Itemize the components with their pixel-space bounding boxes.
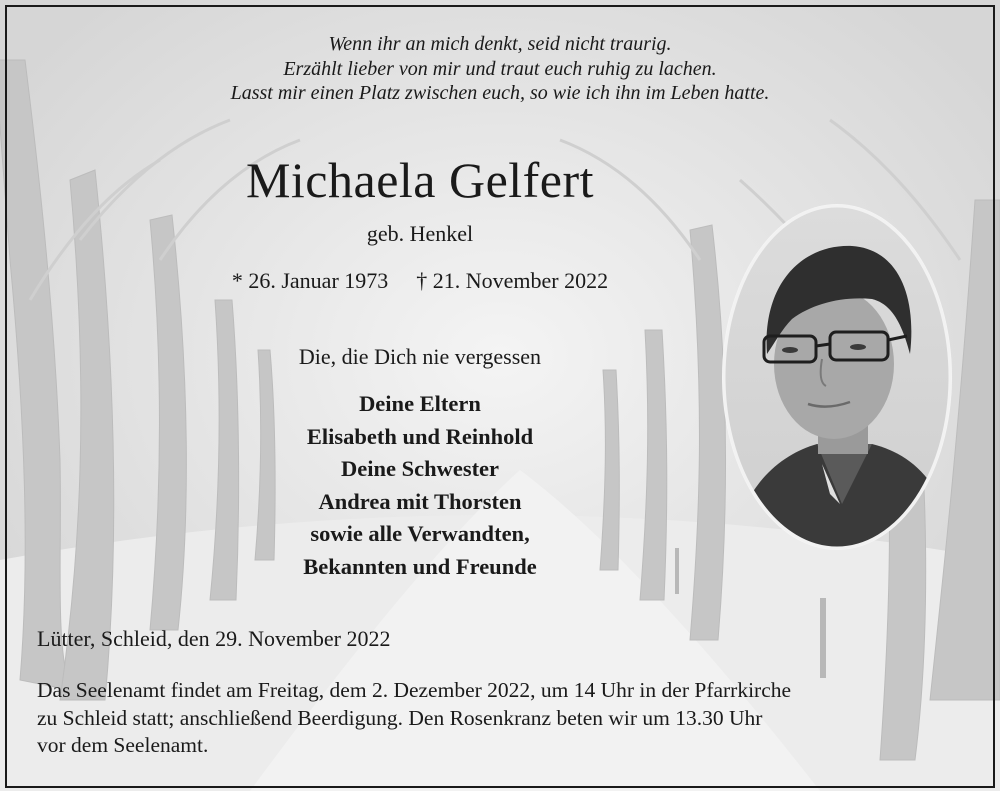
mourners-list: [170, 388, 670, 583]
service-notice: [37, 677, 972, 760]
mourner-line: Deine Schwester: [340, 456, 500, 481]
maiden-name: geb. Henkel: [366, 221, 474, 246]
notice-line: Das Seelenamt findet am Freitag, dem 2. Dezember 2022, um 14 Uhr in der Pfarrkirche: [37, 678, 792, 702]
mourner-line: Andrea mit Thorsten: [318, 488, 522, 514]
mourner-line: sowie alle Verwandten,: [310, 521, 530, 546]
poem-line: Lasst mir einen Platz zwischen euch, so wie ich ihn im Leben hatte.: [230, 82, 770, 104]
notice-line: zu Schleid statt; anschließend Beerdigung. Den Rosenkranz beten wir um 13.30 Uhr: [37, 705, 763, 730]
notice-line: vor dem Seelenamt.: [37, 733, 209, 757]
place-date: Lütter, Schleid, den 29. November 2022: [37, 626, 391, 651]
death-date: † 21. November 2022: [416, 268, 609, 293]
life-dates: [150, 267, 690, 295]
poem-line: Erzählt lieber von mir und traut euch ruhig zu lachen.: [283, 57, 717, 80]
deceased-name: Michaela Gelfert: [245, 152, 595, 208]
mourner-line: Deine Eltern: [359, 391, 481, 416]
poem: [100, 32, 900, 106]
poem-line: Wenn ihr an mich denkt, seid nicht traurig.: [328, 33, 672, 55]
mourners-intro: Die, die Dich nie vergessen: [298, 344, 542, 369]
birth-date: * 26. Januar 1973: [231, 268, 389, 293]
portrait-photo: [722, 204, 952, 550]
mourner-line: Elisabeth und Reinhold: [306, 423, 534, 449]
mourner-line: Bekannten und Freunde: [303, 553, 537, 579]
